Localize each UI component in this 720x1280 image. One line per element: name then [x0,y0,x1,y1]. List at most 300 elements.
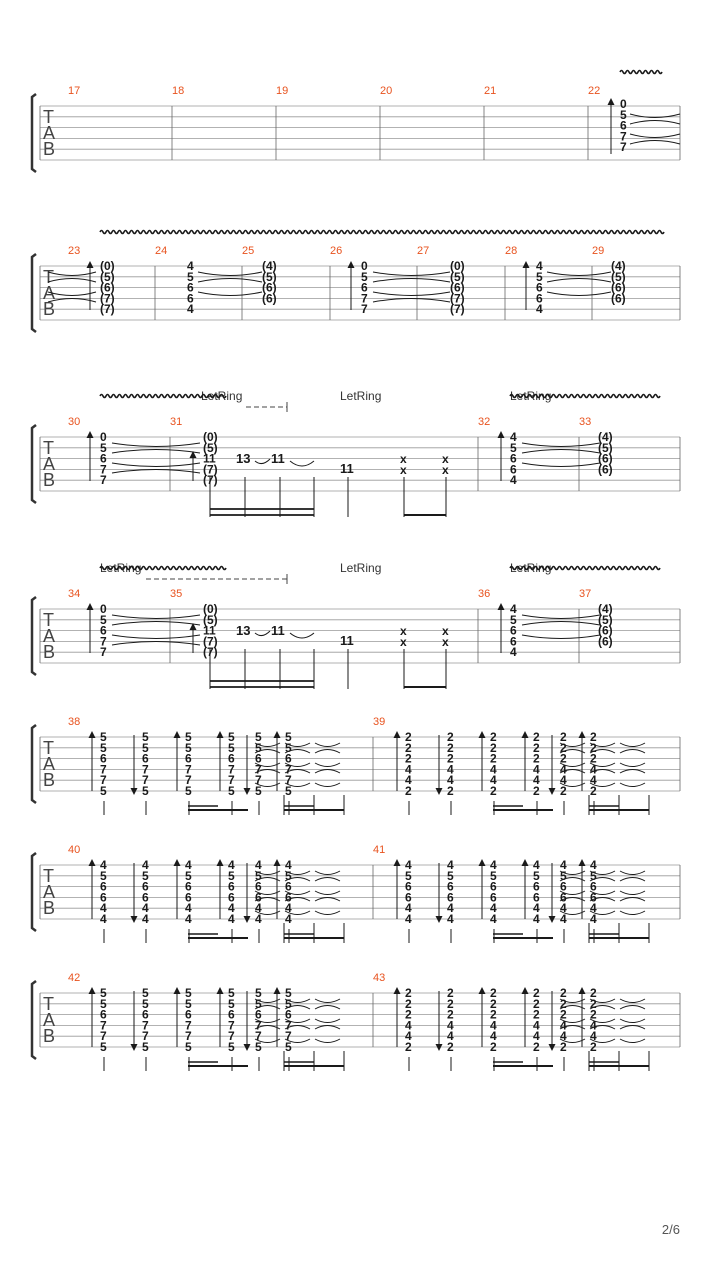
tab-clef-b: B [43,139,56,159]
measure-number: 22 [588,85,601,97]
fret-number: 2 [447,740,454,755]
tie-curve [48,279,96,283]
fret-number: 2 [447,996,454,1011]
fret-number: 6 [620,118,627,133]
fret-number: 6 [536,291,543,306]
tie-curve [522,615,600,619]
fret-number: 4 [560,1018,567,1033]
vibrato-line [620,71,662,74]
fret-number: 6 [142,1007,149,1022]
fret-number: 7 [185,773,192,788]
stroke-up-arrow-head [87,261,94,268]
fret-number: 4 [490,858,497,872]
measure-number: 42 [68,972,81,984]
stroke-up-arrow-head [89,731,96,738]
fret-number: 2 [590,986,597,1000]
fret-number: 6 [285,1007,292,1022]
fret-number: 4 [536,259,543,273]
measure-number: 21 [484,85,497,97]
fret-number: 2 [560,996,567,1011]
fret-number: 4 [142,901,149,916]
fret-number: (5) [598,612,613,627]
fret-number: 5 [142,784,149,798]
fret-number: 5 [590,868,597,883]
fret-number: 6 [361,280,368,295]
fret-number: 6 [228,890,235,905]
fret-number: 2 [590,1040,597,1054]
fret-number: 2 [533,784,540,798]
fret-number: 7 [100,1029,107,1044]
stroke-up-arrow-head [89,987,96,994]
tie-curve [630,134,680,138]
vibrato-line [100,231,664,234]
fret-number: 5 [228,996,235,1011]
tie-curve [620,750,645,754]
fret-number: 6 [100,890,107,905]
muted-note: x [442,635,449,649]
fret-number: 2 [405,751,412,766]
fret-number: 4 [533,773,540,788]
tie-curve [373,279,450,283]
fret-number: 5 [285,1040,292,1054]
let-ring-label: LetRing [510,389,552,403]
fret-number: 4 [490,773,497,788]
fret-number: 2 [533,751,540,766]
fret-number: 5 [490,868,497,883]
tab-clef-t: T [43,738,54,758]
fret-number: 4 [533,762,540,777]
tie-curve [620,878,645,882]
tie-curve [315,878,340,882]
fret-number: 6 [285,751,292,766]
fret-number: 6 [187,280,194,295]
fret-number: 7 [228,762,235,777]
tie-curve [522,443,600,447]
fret-number: 4 [187,302,194,317]
fret-number: 4 [447,1018,454,1033]
tab-clef-b: B [43,898,56,918]
fret-number: 5 [285,740,292,755]
measure-number: 19 [276,85,289,97]
fret-number: 6 [185,890,192,905]
fret-number: 4 [447,901,454,916]
fret-number: 4 [533,858,540,872]
tab-clef-a: A [43,882,56,902]
fret-number: 4 [447,912,454,926]
measure-number: 40 [68,844,81,856]
fret-number: 0 [100,602,107,616]
fret-number: 6 [255,751,262,766]
tie-curve [620,770,645,774]
tie-curve [630,141,680,145]
fret-number: 4 [533,1018,540,1033]
fret-number: 7 [100,1018,107,1033]
fret-number: 4 [255,912,262,926]
fret-number: 6 [228,879,235,894]
fret-number: 2 [533,740,540,755]
tie-curve [198,272,262,276]
fret-number: 4 [447,858,454,872]
tie-curve [522,450,600,454]
fret-number: 7 [228,1029,235,1044]
fret-number: 4 [590,773,597,788]
fret-number: 7 [285,762,292,777]
system-bracket [32,981,36,1059]
tie-curve [620,1006,645,1010]
stroke-up-arrow-head [217,859,224,866]
muted-note: x [442,463,449,477]
fret-number: 2 [447,986,454,1000]
tie-curve [112,450,200,454]
fret-number: 2 [533,730,540,744]
tie-curve [48,272,96,276]
fret-number: 2 [447,730,454,744]
stroke-up-arrow-head [479,731,486,738]
fret-number: 5 [285,868,292,883]
fret-number: 5 [228,986,235,1000]
fret-number: 4 [560,901,567,916]
fret-number: 7 [285,773,292,788]
stroke-up-arrow-head [498,603,505,610]
stroke-down-arrow-head [549,916,556,923]
fret-number: 6 [590,879,597,894]
stroke-up-arrow-head [394,987,401,994]
fret-number: 5 [185,740,192,755]
system-bracket [32,853,36,931]
stroke-up-arrow-head [89,859,96,866]
system-bracket [32,725,36,803]
fret-number: 2 [560,740,567,755]
measure-number: 26 [330,245,343,257]
fret-number: 6 [100,1007,107,1022]
fret-number: 7 [185,1018,192,1033]
fret-number: 2 [560,784,567,798]
fret-number: 4 [510,602,517,616]
fret-number: 7 [100,473,107,488]
slide-curve [255,459,270,464]
fret-number: (7) [100,291,115,306]
measure-number: 23 [68,245,81,257]
fret-number: 6 [142,879,149,894]
measure-number: 18 [172,85,185,97]
system-bracket [32,94,36,172]
fret-number: 2 [560,986,567,1000]
tie-curve [315,783,340,787]
fret-number: 0 [100,430,107,444]
fret-number: (0) [450,259,465,273]
fret-number: 5 [228,868,235,883]
fret-number: 5 [285,784,292,798]
fret-number: 7 [255,1029,262,1044]
fret-number: 5 [533,868,540,883]
fret-number: 5 [100,730,107,744]
tie-curve [48,292,96,296]
measure-number: 28 [505,245,518,257]
system-bracket [32,254,36,332]
fret-number: 4 [228,901,235,916]
fret-number: 5 [285,996,292,1011]
fret-number: 2 [590,1007,597,1022]
stroke-up-arrow-head [174,859,181,866]
tie-curve [112,622,200,626]
fret-number: (6) [262,280,277,295]
fret-number: 7 [100,462,107,477]
fret-number: 2 [490,1040,497,1054]
fret-number: 6 [285,879,292,894]
fret-number: 4 [405,901,412,916]
fret-number: 2 [590,740,597,755]
fret-number: 5 [142,740,149,755]
fret-number: 4 [447,773,454,788]
stroke-up-arrow-head [274,859,281,866]
tie-curve [547,279,611,283]
fret-number: 4 [560,912,567,926]
fret-number: 4 [187,259,194,273]
fret-number: 5 [560,868,567,883]
tie-curve [522,463,600,467]
tab-clef-a: A [43,1010,56,1030]
tab-clef-a: A [43,283,56,303]
fret-number: 5 [100,440,107,455]
fret-number: 2 [490,751,497,766]
fret-number: (7) [203,634,218,649]
fret-number: 5 [142,730,149,744]
fret-number: 5 [255,868,262,883]
fret-number: 4 [405,762,412,777]
fret-number: (5) [100,269,115,284]
fret-number: 2 [490,1007,497,1022]
fret-number: (0) [203,430,218,444]
let-ring-label: LetRing [340,389,382,403]
measure-number: 38 [68,716,81,728]
fret-number: 2 [405,1007,412,1022]
fret-number: (6) [598,623,613,638]
fret-number: 6 [187,291,194,306]
tab-clef-a: A [43,123,56,143]
fret-number: 2 [533,1040,540,1054]
tie-curve [315,1026,340,1030]
fret-number: 11 [340,461,354,476]
tab-clef-b: B [43,1026,56,1046]
fret-number: 13 [236,451,251,466]
tie-curve [112,463,200,467]
stroke-up-arrow-head [217,987,224,994]
fret-number: 5 [100,784,107,798]
tie-curve [112,615,200,619]
fret-number: 7 [228,1018,235,1033]
fret-number: 4 [590,858,597,872]
fret-number: 2 [405,1040,412,1054]
stroke-up-arrow-head [274,731,281,738]
fret-number: 4 [142,858,149,872]
page-number: 2/6 [661,1222,680,1237]
muted-note: x [442,624,449,638]
stroke-up-arrow-head [217,731,224,738]
stroke-down-arrow-head [131,788,138,795]
fret-number: 4 [405,773,412,788]
fret-number: 4 [490,912,497,926]
fret-number: 4 [590,912,597,926]
fret-number: 2 [533,986,540,1000]
fret-number: 4 [510,430,517,444]
fret-number: 5 [255,1040,262,1054]
fret-number: 7 [285,1018,292,1033]
tie-curve [112,642,200,646]
fret-number: 5 [285,986,292,1000]
measure-number: 37 [579,588,592,600]
fret-number: 5 [255,784,262,798]
tie-curve [620,763,645,767]
stroke-down-arrow-head [436,916,443,923]
fret-number: 6 [510,451,517,466]
fret-number: 7 [255,1018,262,1033]
stroke-up-arrow-head [579,731,586,738]
fret-number: 6 [228,1007,235,1022]
fret-number: 6 [255,890,262,905]
fret-number: 5 [620,107,627,122]
fret-number: 5 [185,1040,192,1054]
stroke-up-arrow-head [522,859,529,866]
stroke-down-arrow-head [549,788,556,795]
tie-curve [620,783,645,787]
fret-number: 7 [100,634,107,649]
fret-number: 5 [228,1040,235,1054]
fret-number: (6) [598,634,613,649]
fret-number: 4 [490,1018,497,1033]
fret-number: 2 [447,784,454,798]
tab-clef-t: T [43,866,54,886]
fret-number: 6 [490,879,497,894]
muted-note: x [442,452,449,466]
fret-number: 7 [142,762,149,777]
stroke-up-arrow-head [523,261,530,268]
fret-number: 6 [510,623,517,638]
fret-number: (4) [611,259,626,273]
fret-number: 2 [560,751,567,766]
tab-clef-b: B [43,770,56,790]
measure-number: 30 [68,416,81,428]
muted-note: x [400,635,407,649]
fret-number: 6 [447,879,454,894]
tie-curve [315,999,340,1003]
fret-number: 7 [142,1018,149,1033]
fret-number: 6 [100,451,107,466]
fret-number: (7) [203,645,218,660]
fret-number: 4 [285,901,292,916]
fret-number: (6) [598,451,613,466]
fret-number: 7 [142,1029,149,1044]
fret-number: 2 [490,784,497,798]
fret-number: 4 [100,858,107,872]
measure-number: 31 [170,416,183,428]
fret-number: 2 [590,996,597,1011]
fret-number: 5 [228,730,235,744]
fret-number: 2 [447,1007,454,1022]
tie-curve [315,1019,340,1023]
fret-number: 6 [490,890,497,905]
measure-number: 43 [373,972,386,984]
stroke-up-arrow-head [479,859,486,866]
stroke-down-arrow-head [244,1044,251,1051]
fret-number: 4 [533,901,540,916]
stroke-down-arrow-head [244,916,251,923]
tie-curve [315,743,340,747]
fret-number: 7 [620,140,627,155]
fret-number: 13 [236,623,251,638]
let-ring-label: LetRing [201,389,243,403]
tab-clef-t: T [43,438,54,458]
measure-number: 39 [373,716,386,728]
stroke-up-arrow-head [479,987,486,994]
fret-number: 0 [361,259,368,273]
stroke-up-arrow-head [87,603,94,610]
tie-curve [522,635,600,639]
fret-number: 5 [185,986,192,1000]
fret-number: 6 [142,751,149,766]
tie-curve [315,750,340,754]
fret-number: 2 [447,751,454,766]
fret-number: 4 [490,762,497,777]
fret-number: (0) [100,259,115,273]
tie-curve [315,763,340,767]
tab-clef-a: A [43,754,56,774]
fret-number: (4) [262,259,277,273]
fret-number: 6 [536,280,543,295]
stroke-up-arrow-head [394,859,401,866]
fret-number: (7) [203,462,218,477]
fret-number: 6 [533,890,540,905]
tie-curve [373,272,450,276]
fret-number: (6) [598,462,613,477]
fret-number: (6) [100,280,115,295]
fret-number: 6 [185,751,192,766]
fret-number: 6 [100,751,107,766]
fret-number: 4 [533,1029,540,1044]
fret-number: 5 [100,996,107,1011]
fret-number: (7) [450,302,465,317]
fret-number: 4 [228,912,235,926]
fret-number: (5) [598,440,613,455]
tie-curve [522,622,600,626]
fret-number: 4 [405,1018,412,1033]
tie-curve [620,999,645,1003]
fret-number: 5 [100,740,107,755]
fret-number: 6 [560,879,567,894]
fret-number: 4 [590,762,597,777]
fret-number: 6 [255,879,262,894]
fret-number: (0) [203,602,218,616]
stroke-up-arrow-head [174,731,181,738]
fret-number: 5 [228,740,235,755]
fret-number: 5 [185,996,192,1011]
fret-number: 0 [620,97,627,111]
fret-number: 5 [255,730,262,744]
fret-number: 4 [405,912,412,926]
fret-number: 5 [255,996,262,1011]
fret-number: (5) [450,269,465,284]
stroke-up-arrow-head [579,987,586,994]
tie-curve [112,470,200,474]
fret-number: 6 [142,890,149,905]
fret-number: 7 [142,773,149,788]
tie-curve [620,891,645,895]
tie-curve [48,299,96,303]
fret-number: 2 [405,784,412,798]
let-ring-label: LetRing [340,561,382,575]
system-bracket [32,425,36,503]
fret-number: 2 [560,1007,567,1022]
tab-clef-t: T [43,994,54,1014]
